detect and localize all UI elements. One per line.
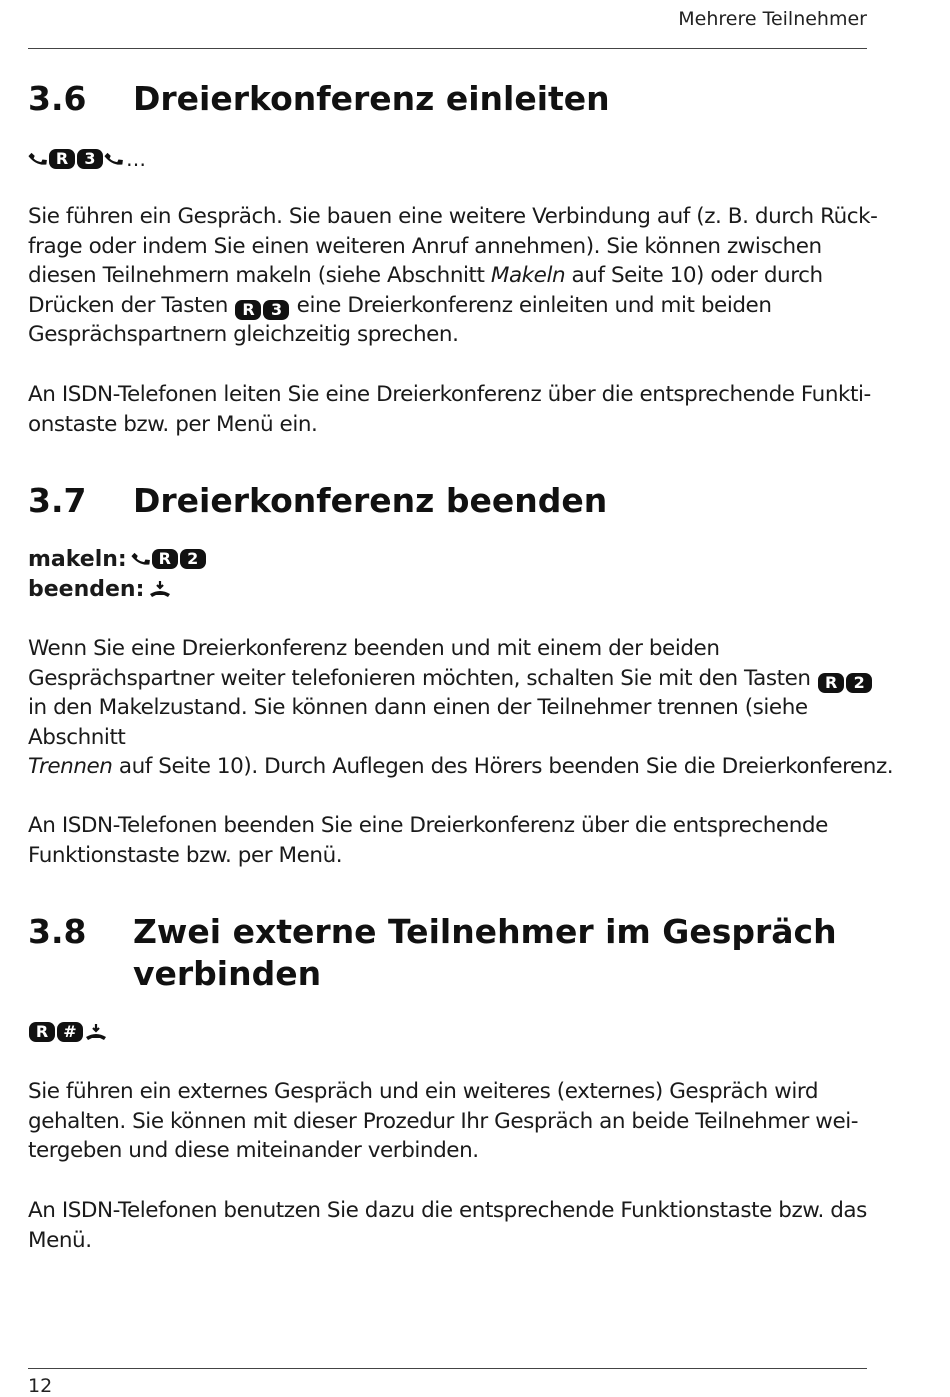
paragraph-line: Gesprächspartner weiter telefonieren möchten, schalten Sie mit den Tasten R 2 <box>28 664 873 694</box>
paragraph-line: Menü. <box>28 1227 92 1253</box>
paragraph <box>28 634 894 782</box>
paragraph-line: Drücken der Tasten R 3 eine Dreierkonferenz einleiten und mit beiden <box>28 292 772 319</box>
key-r: R <box>235 300 261 320</box>
paragraph <box>28 1196 873 1255</box>
paragraph-line: in den Makelzustand. Sie können dann einen der Teilnehmer trennen (siehe <box>28 695 808 721</box>
cross-reference: Trennen <box>28 754 113 780</box>
key-2: 2 <box>846 673 872 693</box>
paragraph-line: onstaste bzw. per Menü ein. <box>28 411 318 437</box>
key-r: R <box>49 149 75 169</box>
section-3-7 <box>28 480 873 522</box>
key-r: R <box>152 549 178 569</box>
paragraph <box>28 811 873 870</box>
section-heading <box>28 78 873 120</box>
section-3-8 <box>28 911 873 995</box>
paragraph-line: tergeben und diese miteinander verbinden. <box>28 1138 479 1164</box>
key-sequence-3-6 <box>28 144 873 174</box>
page-header <box>28 0 867 49</box>
key-3: 3 <box>77 149 103 169</box>
paragraph <box>28 1077 873 1166</box>
section-title: Dreierkonferenz beenden <box>133 481 608 520</box>
page-number: 12 <box>28 1375 53 1397</box>
paragraph-line: diesen Teilnehmern makeln (siehe Abschnitt Makeln auf Seite 10) oder durch <box>28 263 823 289</box>
paragraph-line: An ISDN-Telefonen beenden Sie eine Dreierkonferenz über die entsprechende <box>28 813 828 838</box>
section-title: Zwei externe Teilnehmer im Gespräch verbinden <box>133 912 837 993</box>
paragraph-line: Trennen auf Seite 10). Durch Auflegen des Hörers beenden Sie die Dreierkonferenz. <box>28 754 894 780</box>
cross-reference: Makeln <box>490 263 566 289</box>
makeln-label: makeln: <box>28 546 127 572</box>
paragraph-line: frage oder indem Sie einen weiteren Anruf annehmen). Sie können zwischen <box>28 233 822 259</box>
section-number: 3.8 <box>28 912 87 951</box>
handset-onhook-icon <box>148 579 172 599</box>
beenden-label: beenden: <box>28 576 145 602</box>
key-sequence-3-7 <box>28 544 873 604</box>
key-2: 2 <box>180 549 206 569</box>
section-title: Dreierkonferenz einleiten <box>133 79 610 118</box>
beenden-sequence <box>28 574 873 604</box>
key-3: 3 <box>263 300 289 320</box>
running-title: Mehrere Teilnehmer <box>678 8 867 30</box>
key-hash: # <box>57 1022 83 1042</box>
paragraph-line: Funktionstaste bzw. per Menü. <box>28 842 343 868</box>
paragraph-line: Sie führen ein Gespräch. Sie bauen eine weitere Verbindung auf (z. B. durch Rück- <box>28 204 878 229</box>
handset-offhook-icon <box>104 149 124 169</box>
makeln-sequence <box>28 544 873 574</box>
key-r: R <box>818 673 844 693</box>
section-3-6 <box>28 78 873 120</box>
paragraph-line: An ISDN-Telefonen benutzen Sie dazu die entsprechende Funktionstaste bzw. das <box>28 1198 867 1223</box>
section-heading <box>28 911 873 995</box>
key-sequence-3-8 <box>28 1017 873 1047</box>
key-r: R <box>29 1022 55 1042</box>
paragraph-line: gehalten. Sie können mit dieser Prozedur Ihr Gespräch an beide Teilnehmer wei- <box>28 1108 859 1134</box>
handset-onhook-icon <box>84 1022 108 1042</box>
section-number: 3.7 <box>28 481 87 520</box>
section-number: 3.6 <box>28 79 87 118</box>
paragraph-line: An ISDN-Telefonen leiten Sie eine Dreierkonferenz über die entsprechende Funkti- <box>28 382 871 407</box>
paragraph-line: Abschnitt <box>28 724 126 750</box>
paragraph-line: Wenn Sie eine Dreierkonferenz beenden und mit einem der beiden <box>28 636 720 661</box>
paragraph <box>28 380 873 439</box>
page-footer <box>28 1368 867 1397</box>
paragraph <box>28 202 878 350</box>
paragraph-line: Sie führen ein externes Gespräch und ein weiteres (externes) Gespräch wird <box>28 1079 819 1104</box>
paragraph-line: Gesprächspartnern gleichzeitig sprechen. <box>28 322 459 348</box>
handset-offhook-icon <box>28 149 48 169</box>
handset-offhook-icon <box>131 549 151 569</box>
section-heading <box>28 480 873 522</box>
ellipsis: … <box>126 147 146 171</box>
